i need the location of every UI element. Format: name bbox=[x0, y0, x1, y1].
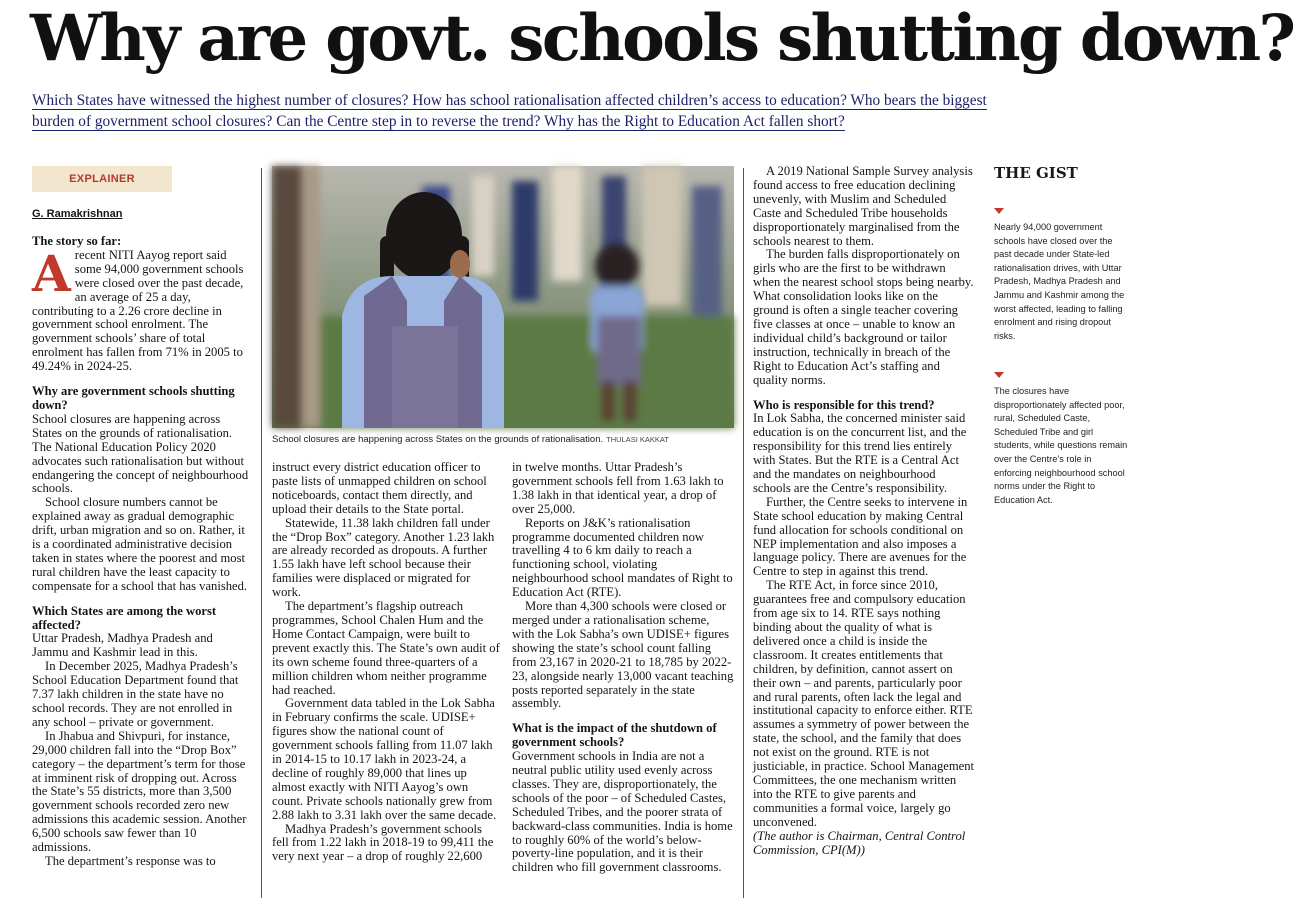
column-4 bbox=[753, 165, 975, 857]
paragraph: School closures are happening across States on the grounds of rationalisation. The National Education Policy 2020 advocates such rationalisation but without endangering the concept of neighbourhood schools. bbox=[32, 411, 249, 496]
heading-worst-affected: Which States are among the worst affected? bbox=[32, 603, 217, 632]
paragraph: In Jhabua and Shivpuri, for instance, 29,000 children fall into the “Drop Box” category – the department’s term for those at imminent risk of dropping out. Across the State’s 55 districts, more than 3,500 government schools recorded zero new admissions this academic session. Another 6,500 schools saw fewer than 10 admissions. bbox=[32, 728, 247, 855]
paragraph: Reports on J&K’s rationalisation programme documented children now travelling 4 to 6 km daily to reach a functioning school, violating neighbourhood school mandates of Right to Education Act (RTE). bbox=[512, 515, 733, 600]
paragraph: A 2019 National Sample Survey analysis found access to free education declining unevenly, with Muslim and Scheduled Caste and Scheduled Tribe households disproportionately marginalised from the schools nearest to them. bbox=[753, 164, 973, 248]
triangle-bullet-icon bbox=[994, 208, 1004, 214]
paragraph: in twelve months. Uttar Pradesh’s government schools fell from 1.63 lakh to 1.38 lakh in that identical year, a drop of over 25,000. bbox=[512, 460, 724, 516]
paragraph: The RTE Act, in force since 2010, guarantees free and compulsory education from age six to 14. RTE says nothing binding about the quality of what is delivered once a child is inside the classroom. It creates entitlements that children, by definition, cannot assert on their own – and parents, particularly poor and rural parents, often lack the legal and institutional capacity to enforce either. RTE assumes a symmetry of power between the state, the school, and the family that does not exist on the ground. RTE is not justiciable, in practice. School Management Committees, the one mechanism written into the RTE to give parents and communities a formal voice, largely go unconvened. bbox=[753, 578, 975, 829]
triangle-bullet-icon bbox=[994, 372, 1004, 378]
heading-why-shutting: Why are government schools shutting down? bbox=[32, 384, 235, 412]
heading-responsible: Who is responsible for this trend? bbox=[753, 397, 935, 412]
paragraph: The department’s flagship outreach programmes, School Chalen Hum and the Home Contact Campaign, were built to prevent exactly this. The State’s own audit of its own scheme found three-quarters of a million children whom neither programme had reached. bbox=[272, 599, 500, 697]
heading-impact: What is the impact of the shutdown of government schools? bbox=[512, 721, 717, 750]
byline[interactable]: G. Ramakrishnan bbox=[32, 208, 123, 220]
paragraph: In December 2025, Madhya Pradesh’s School Education Department found that 7.37 lakh children in the state have no school records. They are not enrolled in any school – private or government. bbox=[32, 659, 239, 729]
paragraph: More than 4,300 schools were closed or merged under a rationalisation scheme, with the Lok Sabha’s own UDISE+ figures showing the state’s school count falling from 23,167 in 2020-21 to 18,785 by 2022-23, alongside nearly 13,000 vacant teaching posts reported separately in the state assembly. bbox=[512, 599, 734, 711]
gist-text: The closures have disproportionately affected poor, rural, Scheduled Caste, Scheduled Tribe and girl students, while questions remain over the Centre’s role in enforcing neighbourhood school norms under the Right to Education Act. bbox=[994, 386, 1128, 505]
column-2 bbox=[272, 461, 500, 864]
photo-caption: School closures are happening across States on the grounds of rationalisation. THULASI KAKKAT bbox=[272, 434, 669, 445]
intro-paragraph: Arecent NITI Aayog report said some 94,000 government schools were closed over the past decade, an average of 25 a day, contributing to a 2.26 crore decline in government school enrolment. The government schools’ share of total enrolment has fallen from 71% in 2005 to 49.24% in 2024-25. bbox=[32, 243, 244, 374]
paragraph: In Lok Sabha, the concerned minister said education is on the concurrent list, and the responsibility for this trend lies entirely with States. But the RTE is a Central Act and the mandates on neighbourhood schools are the Centre’s responsibility. bbox=[753, 411, 967, 495]
paragraph: School closure numbers cannot be explained away as gradual demographic drift, urban migration and so on. Rather, it is a coordinated administrative decision taken in states where the poorest and most rural children have the least capacity to compensate for a school that has vanished. bbox=[32, 495, 248, 593]
paragraph: The department’s response was to bbox=[45, 853, 216, 868]
paragraph: Government data tabled in the Lok Sabha in February confirms the scale. UDISE+ figures show the national count of government schools falling from 11.07 lakh in 2014-15 to 10.17 lakh in 2023-24, a decline of roughly 89,000 that lines up almost exactly with NITI Aayog’s own count. Private schools nationally grew from 2.88 lakh to 3.31 lakh over the same decade. bbox=[272, 696, 497, 822]
standfirst-line-1: Which States have witnessed the highest number of closures? How has school rationalisation affected children’s access to education? Who bears the biggest bbox=[32, 92, 987, 109]
column-1 bbox=[32, 235, 250, 869]
heading-story-so-far: The story so far: bbox=[32, 234, 122, 248]
column-3 bbox=[512, 461, 734, 875]
paragraph: Further, the Centre seeks to intervene in State school education by making Central fund allocation for schools conditional on NEP implementation and also imposes a language policy. There are avenues for the Centre to step in against this trend. bbox=[753, 494, 968, 579]
headline: Why are govt. schools shutting down? bbox=[30, 1, 1293, 76]
standfirst bbox=[32, 90, 1032, 132]
paragraph: Statewide, 11.38 lakh children fall under the “Drop Box” category. Another 1.23 lakh are already recorded as dropouts. A further 1.55 lakh have left school because their families were displaced or migrated for work. bbox=[272, 515, 495, 600]
gist-title: THE GIST bbox=[994, 164, 1078, 182]
paragraph: The burden falls disproportionately on girls who are the first to be withdrawn when the nearest school stops being nearby. What consolidation looks like on the ground is often a single teacher covering five classes at once – unable to know an individual child’s background or tailor instruction, technically in breach of the Right to Education Act’s staffing and quality norms. bbox=[753, 247, 974, 387]
gist-item-1 bbox=[994, 208, 1130, 343]
author-note: (The author is Chairman, Central Control Commission, CPI(M)) bbox=[753, 828, 966, 857]
column-rule-1 bbox=[261, 168, 262, 898]
drop-cap: A bbox=[32, 243, 71, 303]
gist-item-2 bbox=[994, 372, 1130, 507]
article-photo bbox=[272, 166, 734, 428]
gist-text: Nearly 94,000 government schools have closed over the past decade under State-led rationalisation drives, with Uttar Pradesh, Madhya Pradesh and Jammu and Kashmir among the worst affected, leading to falling enrolment and rising dropout risks. bbox=[994, 222, 1125, 341]
section-tag: EXPLAINER bbox=[32, 166, 172, 192]
paragraph: Madhya Pradesh’s government schools fell from 1.22 lakh in 2018-19 to 99,411 the very next year – a drop of roughly 22,600 bbox=[272, 821, 494, 864]
photo-credit: THULASI KAKKAT bbox=[606, 435, 669, 444]
standfirst-line-2: burden of government school closures? Can the Centre step in to reverse the trend? Why has the Right to Education Act fallen short? bbox=[32, 113, 845, 130]
paragraph: instruct every district education officer to paste lists of unmapped children on school noticeboards, contact them directly, and upload their details to the State portal. bbox=[272, 460, 487, 516]
paragraph: Government schools in India are not a neutral public utility used evenly across classes. They are, disproportionately, the schools of the poor – of Scheduled Castes, Scheduled Tribes, and the poorer strata of backward-class communities. India is home to roughly 60% of the world’s below-poverty-line population, and it is their children who fill government classrooms. bbox=[512, 749, 733, 875]
paragraph: Uttar Pradesh, Madhya Pradesh and Jammu and Kashmir lead in this. bbox=[32, 631, 213, 660]
column-rule-2 bbox=[743, 168, 744, 898]
schoolgirls-photo-illustration bbox=[272, 166, 734, 428]
